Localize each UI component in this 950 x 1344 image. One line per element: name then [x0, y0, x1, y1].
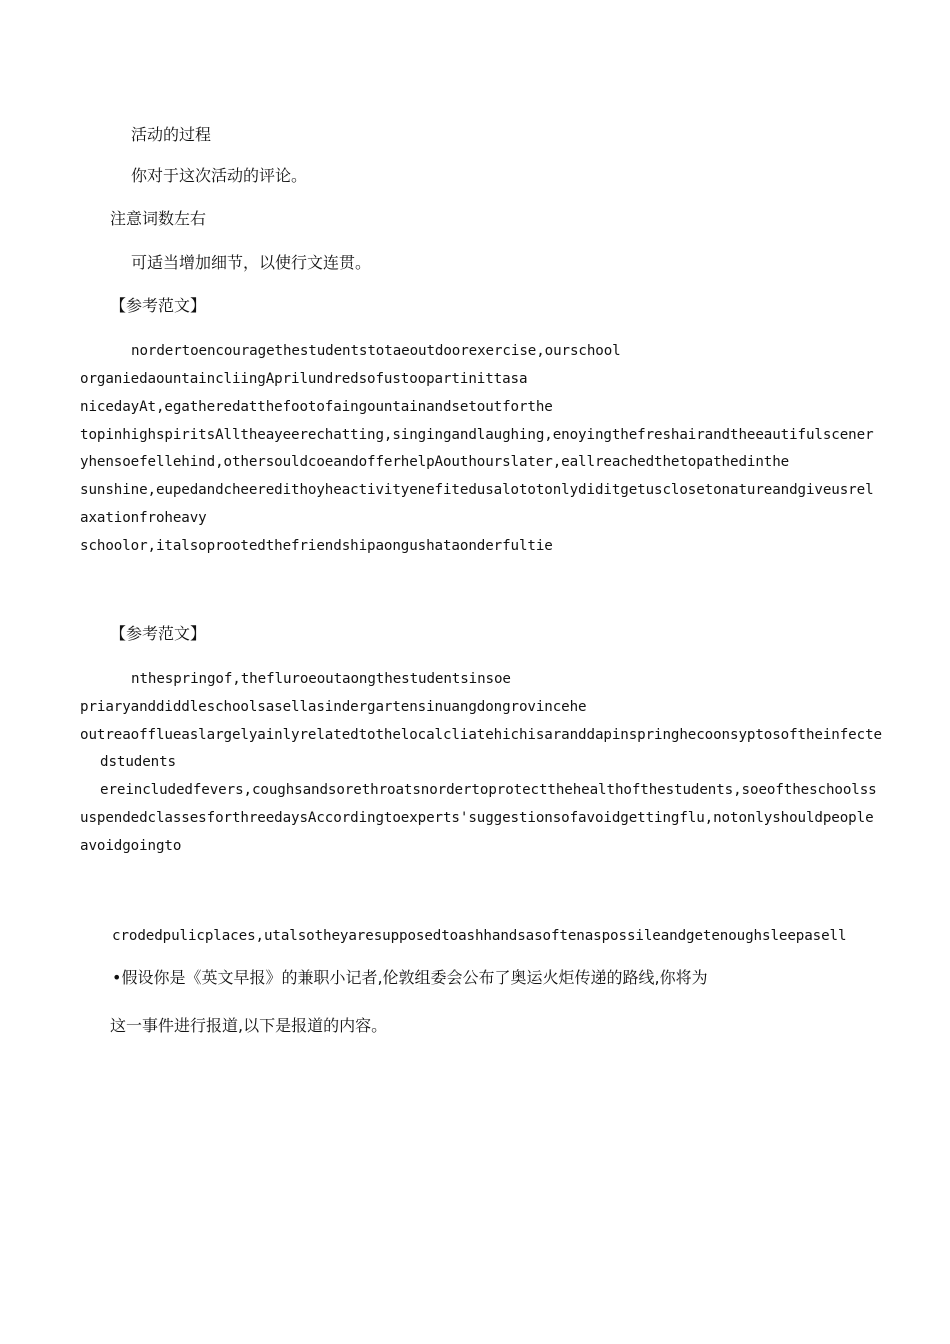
essay-line: yhensoefellehind,othersouldcoeandofferhelpAouthourslater,eallreachedthetopathedinthe	[80, 454, 790, 470]
essay-line: dstudents	[100, 754, 176, 770]
task-instruction: 这一事件进行报道,以下是报道的内容。	[110, 1016, 388, 1035]
task-instruction: •假设你是《英文早报》的兼职小记者,伦敦组委会公布了奥运火炬传递的路线,你将为	[112, 968, 708, 987]
essay-line: crodedpulicplaces,utalsotheyaresupposedtoashhandsasoftenaspossileandgetenoughsleepasell	[112, 928, 847, 944]
essay-line: nthespringof,thefluroeoutaongthestudentsinsoe	[131, 671, 511, 687]
essay-line: outreaofflueaslargelyainlyrelatedtothelocalcliatehichisaranddapinspringhecoonsyptosoftheinfecte	[80, 727, 882, 743]
list-item-comment: 你对于这次活动的评论。	[131, 166, 308, 185]
essay-line: ereincludedfevers,coughsandsorethroatsnordertoprotectthehealthofthestudents,soeoftheschoolss	[100, 782, 877, 798]
essay-line: axationfroheavy	[80, 510, 207, 526]
note-details: 可适当增加细节，以使行文连贯。	[131, 253, 372, 272]
essay-line: priaryanddiddleschoolsasellasindergartensinuangdongrovincehe	[80, 699, 587, 715]
essay-line: nordertoencouragethestudentstotaeoutdoorexercise,ourschool	[131, 343, 621, 359]
essay-line: nicedayAt,egatheredatthefootofaingountainandsetoutforthe	[80, 399, 553, 415]
essay-line: schoolor,italsoprootedthefriendshipaongushataonderfultie	[80, 538, 553, 554]
essay-line: topinhighspiritsAlltheayeerechatting,singingandlaughing,enoyingthefreshairandtheeautifulscener	[80, 427, 874, 443]
essay-line: uspendedclassesforthreedaysAccordingtoexperts'suggestionsofavoidgettingflu,notonlyshouldpeople	[80, 810, 874, 826]
essay-line: organiedaountaincliingAprilundredsofustoopartinittasa	[80, 371, 528, 387]
note-word-count: 注意词数左右	[110, 209, 207, 228]
list-item-process: 活动的过程	[131, 125, 212, 144]
essay-line: avoidgoingto	[80, 838, 182, 854]
essay-line: sunshine,eupedandcheeredithoyheactivityenefitedusalototonlydiditgetusclosetonatureandgiveusrel	[80, 482, 874, 498]
reference-heading: 【参考范文】	[110, 624, 207, 643]
reference-heading: 【参考范文】	[110, 296, 207, 315]
